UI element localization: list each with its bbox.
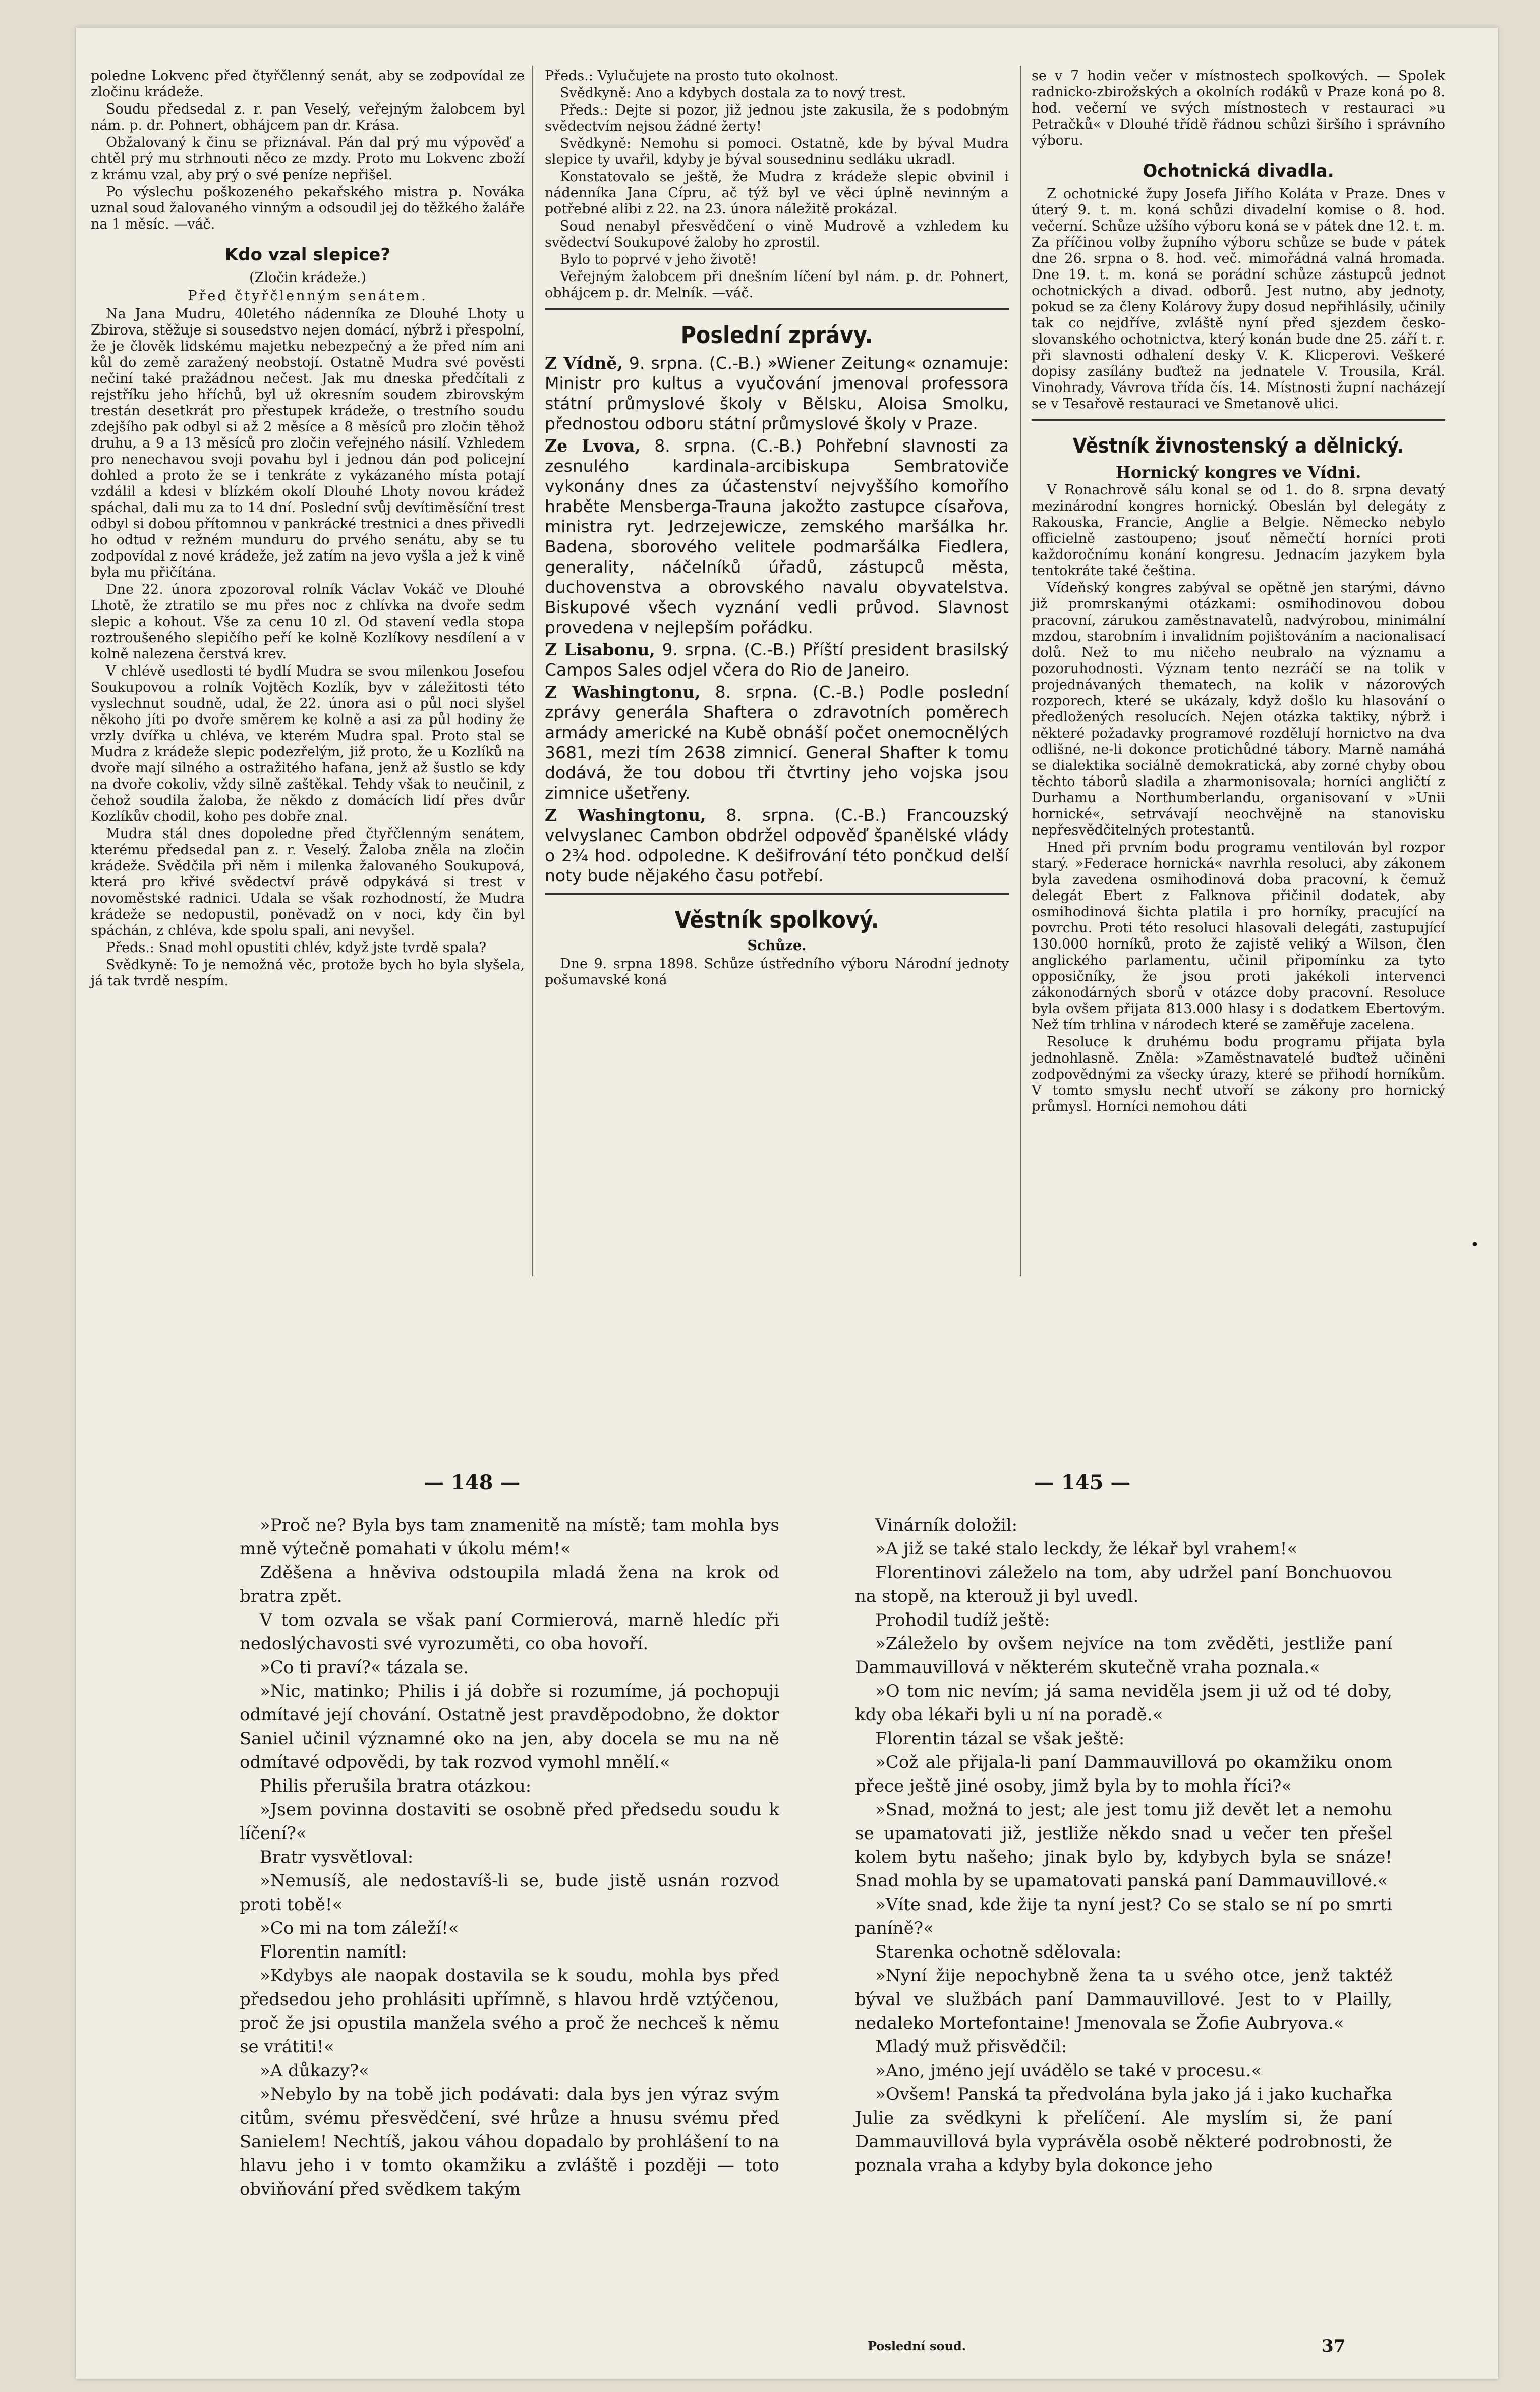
- footer-title: Poslední soud.: [868, 2339, 966, 2353]
- footer-sheet-number: 37: [1322, 2336, 1346, 2356]
- book-paragraph: Florentin namítl:: [260, 1942, 407, 1962]
- news-text: Francouzský velvyslanec Cambon obdržel odpověď španělské vlády o 2¾ hod. odpoledne. K dešifrování této pončkud delší noty bude nějakého času potřebí.: [545, 805, 1009, 885]
- article-paragraph: Předs.: Vylučujete na prosto tuto okolnost.: [545, 68, 839, 84]
- article-paragraph: Soud nenabyl přesvědčení o vině Mudrově a vzhledem ku svědectví Soukupové žaloby ho zprostil.: [545, 218, 1009, 250]
- news-list: [545, 353, 1009, 886]
- article-paragraph: Po výslechu poškozeného pekařského mistra p. Nováka uznal soud žalovaného vinným a odsoudil jej do těžkého žaláře na 1 měsíc. —váč.: [91, 184, 525, 232]
- book-paragraph: Florentinovi záleželo na tom, aby udržel paní Bonchuovou na stopě, na kterouž ji byl uvedl.: [855, 1563, 1392, 1606]
- column-divider: [532, 66, 533, 1276]
- article-paragraph: Svědkyně: To je nemožná věc, protože bych ho byla slyšela, já tak tvrdě nespím.: [91, 957, 525, 989]
- news-item: [545, 640, 1009, 680]
- article-paragraph: poledne Lokvenc před čtyřčlenný senát, aby se zodpovídal ze zločinu krádeže.: [91, 68, 525, 100]
- book-paragraph: Starenka ochotně sdělovala:: [875, 1942, 1122, 1962]
- book-paragraph: »Nemusíš, ale nedostavíš-li se, bude jistě usnán rozvod proti tobě!«: [240, 1871, 779, 1915]
- news-date: 8. srpna. (C.-B.): [726, 805, 887, 825]
- article-paragraph: V Ronachrově sálu konal se od 1. do 8. srpna devatý mezinárodní kongres hornický. Obeslán byl delegáty z Rakouska, Francie, Anglie a Belgie. Německo nebylo officielně zastoupeno; jsouť němečtí horníci proti každoročnímu konání kongresu. Jednacím jazykem byla tentokráte také čeština.: [1032, 482, 1445, 579]
- article-paragraph: V chlévě usedlosti té bydlí Mudra se svou milenkou Josefou Soukupovou a rolník Vojtěch Kozlík, byv v záležitosti této vyslechnut soudně, udal, že 22. února asi o půl noci slyšel někoho jíti po dvoře směrem ke kolně a asi za půl hodiny že vrzly dvířka u chléva, ve kterém Mudra spal. Proto stal se Mudra z krádeže slepic podezřelým, již proto, že u Kozlíků na dvoře mají silného a ostražitého hafana, jenž až šustlo se kdy na dvoře cokoliv, vždy silně zaštěkal. Tehdy však to neučinil, z čehož soudila žaloba, že někdo z domácích lidí přes dvůr Kozlíkův chodil, koho pes dobře znal.: [91, 663, 525, 824]
- court-label: Před čtyřčlenným senátem.: [188, 288, 428, 304]
- book-paragraph: »Co mi na tom záleží!«: [260, 1918, 459, 1938]
- article-paragraph: Hned při prvním bodu programu ventilován byl rozpor starý. »Federace hornická« navrhla resoluci, aby zákonem byla zavedena osmihodinová doba pracovní, k čemuž delegát Ebert z Falknova přičinil dodatek, aby osmihodinová šichta platila i pro horníky, pracující na povrchu. Proti této resoluci hlasovali delegáti, zastupující 130.000 horníků, proto že zajistě veliký a Wilson, člen anglického parlamentu, učinil připomínku za tyto opposičníky, že jsou proti jakékoli intervenci zákonodárných sborů v otázce doby pracovní. Resoluce byla ovšem přijata 813.000 hlasy i s dodatkem Ebertovým. Než tím trhlina v národech které se zaměřuje zacelena.: [1032, 840, 1445, 1033]
- article-paragraph: Svědkyně: Nemohu si pomoci. Ostatně, kde by býval Mudra slepice ty uvařil, kdyby je býval sousedninu sedláku ukradl.: [545, 136, 1009, 168]
- book-page-right: [855, 1514, 1392, 2178]
- book-paragraph: »Což ale přijala-li paní Dammauvillová po okamžiku onom přece ještě jiné osoby, jimž byla by to mohla říci?«: [855, 1752, 1392, 1796]
- news-item: [545, 436, 1009, 638]
- section-heading-spolky: Věstník spolkový.: [674, 906, 879, 933]
- newspaper-page: [76, 28, 1498, 2379]
- book-paragraph: Mladý muž přisvědčil:: [875, 2037, 1067, 2057]
- news-item: [545, 805, 1009, 886]
- article-paragraph: Dne 22. února zpozoroval rolník Václav Vokáč ve Dlouhé Lhotě, že ztratilo se mu přes noc z chlívka na dvoře sedm slepic a kohout. Vše za cenu 10 zl. Od stavení vedla stopa roztroušeného slepičího peří ke kolně Kozlíkovy nesdílení a v kolně nalezena čerstvá krev.: [91, 582, 525, 662]
- book-paragraph: »Jsem povinna dostaviti se osobně před předsedu soudu k líčení?«: [240, 1800, 779, 1844]
- article-paragraph: Z ochotnické župy Josefa Jiřího Koláta v Praze. Dnes v úterý 9. t. m. koná schůzi divadelní komise o 8. hod. večerní. Schůze užšího výboru koná se v pátek dne 12. t. m. Za příčinou volby župního výboru schůze se bude v pátek dne 26. srpna o 8. hod. več. mimořádná valná hromada. Dne 19. t. m. koná se porádní schůze zástupců jednot ochotnických a divad. odborů. Jest nutno, aby jednoty, pokud se za členy Kolárovy župy dosud nepřihlásily, učinily tak co nejdříve, zvláště nyní před sjezdem česko-slovanského ochotnictva, který konán bude dne 25. září t. r. při slavnosti odhalení desky V. K. Klicperovi. Veškeré dopisy zasílány buďtež na jednatele V. Trousila, Král. Vinohrady, Vávrova třída čís. 14. Místnosti župní nacházejí se v Tesařově restauraci ve Smetanově ulici.: [1032, 186, 1445, 412]
- column-right: [1032, 68, 1445, 1116]
- article-paragraph: Na Jana Mudru, 40letého nádenníka ze Dlouhé Lhoty u Zbirova, stěžuje si sousedstvo nejen domácí, nýbrž i přespolní, že je člověk lidskému majetku nebezpečný a že před ním ani kůl do země zaražený neobstojí. Ostatně Mudra své pověsti nečiní také pražádnou nečest. Jak mu dneska předčítali z rejstříku jeho hříchů, byl už okresním soudem zbirovským trestán desetkrát pro přestupek krádeže, o trestního soudu zdejšího pak odbyl si až 2 měsíce a 8 měsíců pro zločin těhož druhu, a 9 a 13 měsíců pro zločin veřejného násilí. Vzhledem pro nenechavou svoji povahu byl i jednou dán pod policejní dohled a proto že se i tenkráte z vykázaného místa potají vzdálil a kdesi v blízkém okolí Dlouhé Lhoty novou krádež spáchal, dali mu za to 14 dní. Poslední svůj devítiměsíční trest odbyl si dobou přítomnou v pankrácké trestnici a dnes přivedli ho odtud v režném munduru do prvého senátu, aby se tu zodpovídal z nové krádeže, jež zatím na jevo vyšla a jež k vině byla mu přičítána.: [91, 306, 525, 580]
- article-paragraph: Svědkyně: Ano a kdybych dostala za to nový trest.: [560, 85, 906, 101]
- book-paragraph: »Ano, jméno její uvádělo se také v procesu.«: [875, 2061, 1262, 2081]
- book-paragraph: »A již se také stalo leckdy, že lékař byl vrahem!«: [875, 1539, 1298, 1559]
- book-paragraph: Zděšena a hněviva odstoupila mladá žena na krok od bratra zpět.: [240, 1563, 779, 1606]
- column-left: [91, 68, 525, 990]
- news-date: 8. srpna. (C.-B.): [715, 682, 865, 702]
- news-item: [545, 353, 1009, 434]
- section-heading-divadla: Ochotnická divadla.: [1143, 161, 1334, 181]
- news-item: [545, 682, 1009, 803]
- book-paragraph: »A důkazy?«: [260, 2061, 369, 2081]
- article-paragraph: Dne 9. srpna 1898. Schůze ústředního výboru Národní jednoty pošumavské koná: [545, 956, 1009, 988]
- book-paragraph: »Nic, matinko; Philis i já dobře si rozumíme, já pochopuji odmítavé její chování. Ostatně jest pravděpodobno, že doktor Saniel učinil významné oko na jen, aby docela se mu na ně odmítavé odpovědi, by tak rozvod vymohl mnělí.«: [240, 1681, 779, 1772]
- article-paragraph: Bylo to poprvé v jeho životě!: [560, 252, 757, 267]
- book-paragraph: »Víte snad, kde žije ta nyní jest? Co se stalo se ní po smrti paníně?«: [855, 1895, 1392, 1938]
- book-paragraph: »Nebylo by na tobě jich podávati: dala bys jen výraz svým citům, svému přesvědčení, své hrůze a hnusu svému před Sanielem! Nechtíš, jakou váhou dopadalo by prohlášení to na hlavu jeho i v tomto okamžiku a zvláště i později — toto obviňování před svědkem takým: [240, 2084, 779, 2199]
- bullet-mark: •: [1470, 1236, 1479, 1254]
- news-dateline: Ze Lvova,: [545, 436, 641, 456]
- news-dateline: Z Washingtonu,: [545, 682, 701, 702]
- book-paragraph: »Záleželo by ovšem nejvíce na tom zvěděti, jestliže paní Dammauvillová v některém skutečně vraha poznala.«: [855, 1634, 1392, 1678]
- news-dateline: Z Washingtonu,: [545, 805, 706, 825]
- news-text: Příští president brasilský Campos Sales odjel včera do Rio de Janeiro.: [545, 640, 1009, 680]
- book-paragraph: »Co ti praví?« tázala se.: [260, 1657, 469, 1678]
- book-paragraph: Philis přerušila bratra otázkou:: [260, 1776, 532, 1796]
- news-date: 8. srpna. (C.-B.): [654, 436, 802, 456]
- section-heading-news: Poslední zprávy.: [680, 321, 873, 349]
- book-paragraph: »Ovšem! Panská ta předvolána byla jako já i jako kuchařka Julie za svědkyni k přelíčení. Ale myslím si, že paní Dammauvillová byla vyprávěla osobě některé podrobnosti, že poznala vraha a kdyby byla dokonce jeho: [855, 2084, 1392, 2176]
- article-heading: Kdo vzal slepice?: [224, 245, 391, 265]
- article-paragraph: Mudra stál dnes dopoledne před čtyřčlenným senátem, kterému předsedal pan z. r. Veselý. Žaloba zněla na zločin krádeže. Svědčila při něm i milenka žalovaného Soukupová, která pro křivé svědectví právě odpykává si trest v novoměstské radnici. Udala se však rozhodností, že Mudra krádeže se nedopustil, poněvadž on v noci, kdy čin byl spáchán, z chléva, kde spolu spali, ani nevyšel.: [91, 826, 525, 938]
- book-page-left: [240, 1514, 779, 2201]
- section-subheading: Schůze.: [747, 938, 807, 954]
- column-divider: [1020, 66, 1021, 1276]
- news-date: 9. srpna. (C.-B.): [629, 353, 761, 373]
- news-text: »Wiener Zeitung« oznamuje: Ministr pro kultus a vyučování jmenoval professora státní průmyslové školy v Bělsku, Aloisa Smolku, přednostou odboru státní průmyslové školy v Praze.: [545, 353, 1009, 433]
- news-dateline: Z Vídně,: [545, 353, 623, 373]
- article-paragraph: Resoluce k druhému bodu programu přijata byla jednohlasně. Zněla: »Zaměstnavatelé buďtež učiněni zodpovědnými za všecky úrazy, které se přihodí horníkům. V tomto smyslu nechť utvoří se zákony pro hornický průmysl. Horníci nemohou dáti: [1032, 1034, 1445, 1115]
- article-paragraph: Předs.: Dejte si pozor, již jednou jste zakusila, že s podobným svědectvím nejsou žádné žerty!: [545, 102, 1009, 134]
- book-paragraph: »Proč ne? Byla bys tam znamenitě na místě; tam mohla bys mně výtečně pomahati v úkolu mém!«: [240, 1515, 779, 1559]
- news-text: Pohřební slavnosti za zesnulého kardinala-arcibiskupa Sembratoviče vykonány dnes za účastenství nejvyššího komořího hraběte Mensberga-Trauna jakožto zastupce císařova, ministra ryt. Jedrzejewicze, zemského maršálka hr. Badena, sborového velitele podmaršálka Fiedlera, generality, náčelníků úřadů, zástupců města, duchovenstva a obrovského navalu obyvatelstva. Biskupové všech vyznání vedli průvod. Slavnost provedena v nejlepším pořádku.: [545, 436, 1009, 637]
- news-dateline: Z Lisabonu,: [545, 640, 655, 659]
- article-paragraph: se v 7 hodin večer v místnostech spolkových. — Spolek radnicko-zbirožských a okolních rodáků v Praze koná po 8. hod. večerní ve svých místnostech v restauraci »u Petračků« v Dlouhé třídě řádnou schůzi širšího i správního výboru.: [1032, 68, 1445, 148]
- book-paragraph: »Snad, možná to jest; ale jest tomu již devět let a nemohu se upamatovati již, jestliže někdo snad u večer ten přešel kolem bytu našeho; jinak bylo by, kdybych byla se snáze! Snad mohla by se upamatovati panská paní Dammauvillové.«: [855, 1800, 1392, 1891]
- book-paragraph: »Kdybys ale naopak dostavila se k soudu, mohla bys před předsedou jeho prohlásiti upřímně, s hlavou hrdě vztýčenou, proč že jsi opustila manžela svého a proč že nechceš k němu se vrátiti!«: [240, 1966, 779, 2057]
- page-number-right: — 145 —: [1034, 1471, 1131, 1494]
- article-paragraph: Vídeňský kongres zabýval se opětně jen starými, dávno již promrskanými otázkami: osmihodinovou dobou pracovní, zárukou zaměstnavatelů, nadvýrobou, minimální mzdou, starobním i invalidním pojištováním a nacionalisací dolů. Než to mu ničeho neubralo na významu a pozoruhodnosti. Význam tento nezráčí se na tolik v projednávaných thematech, na kolik v názorových rozporech, které se ukázaly, když došlo ku hlasování o předložených resolucích. Nejen otázka taktiky, nýbrž i některé požadavky programové rozdělují hornictvo na dva odlišné, ne-li dokonce protichůdné tábory. Marně namáhá se dialektika sociálně demokratická, aby zorné chyby obou těchto táborů sladila a zharmonisovala; horníci angličtí z Durhamu a Northumberlandu, organisovaní v »Unii hornické«, setrvávají neochvějně na stanovisku nepřesvědčitelných protestantů.: [1032, 580, 1445, 838]
- book-paragraph: Florentin tázal se však ještě:: [875, 1729, 1125, 1749]
- article-paragraph: Předs.: Snad mohl opustiti chlév, když jste tvrdě spala?: [106, 940, 487, 956]
- book-paragraph: V tom ozvala se však paní Cormierová, marně hledíc při nedoslýchavosti své vyrozuměti, co oba hovoří.: [240, 1610, 779, 1654]
- page-number-left: — 148 —: [424, 1471, 521, 1494]
- book-paragraph: »Nyní žije nepochybně žena ta u svého otce, jenž taktéž býval ve službách paní Dammauvillové. Jest to v Plailly, nedaleko Mortefontaine! Jmenovala se Žofie Aubryova.«: [855, 1966, 1392, 2033]
- book-paragraph: Bratr vysvětloval:: [260, 1847, 414, 1867]
- article-paragraph: Obžalovaný k činu se přiznával. Pán dal prý mu výpověď a chtěl prý mu strhnouti něco ze mzdy. Proto mu Lokvenc zboží z krámu vzal, aby prý o své peníze nepřišel.: [91, 135, 525, 183]
- book-paragraph: Prohodil tudíž ještě:: [875, 1610, 1050, 1630]
- column-middle: [545, 68, 1009, 989]
- news-date: 9. srpna. (C.-B.): [662, 640, 796, 659]
- article-subheading: (Zločin krádeže.): [249, 270, 366, 286]
- section-subheading: Hornický kongres ve Vídni.: [1115, 463, 1361, 482]
- article-paragraph: Veřejným žalobcem při dnešním líčení byl nám. p. dr. Pohnert, obhájcem p. dr. Melník. —váč.: [545, 269, 1009, 301]
- book-paragraph: Vinárník doložil:: [875, 1515, 1018, 1535]
- book-paragraph: »O tom nic nevím; já sama neviděla jsem ji už od té doby, kdy oba lékaři byli u ní na poradě.«: [855, 1681, 1392, 1725]
- news-text: Podle poslední zprávy generála Shaftera o zdravotních poměrech armády americké na Kubě obnáší počet onemocnělých 3681, mezi tím 2638 zimnicí. General Shafter k tomu dodává, že tou dobou tři čtvrtiny jeho vojska jsou zimnice ušetřeny.: [545, 682, 1009, 803]
- article-paragraph: Konstatovalo se ještě, že Mudra z krádeže slepic obvinil i nádenníka Jana Cípru, ač týž byl ve věci úplně nevinným a potřebné alibi z 22. na 23. února náležitě prokázal.: [545, 169, 1009, 217]
- section-heading-zivnost: Věstník živnostenský a dělnický.: [1072, 434, 1404, 458]
- article-paragraph: Soudu předsedal z. r. pan Veselý, veřejným žalobcem byl nám. p. dr. Pohnert, obhájcem pan dr. Krása.: [91, 101, 525, 133]
